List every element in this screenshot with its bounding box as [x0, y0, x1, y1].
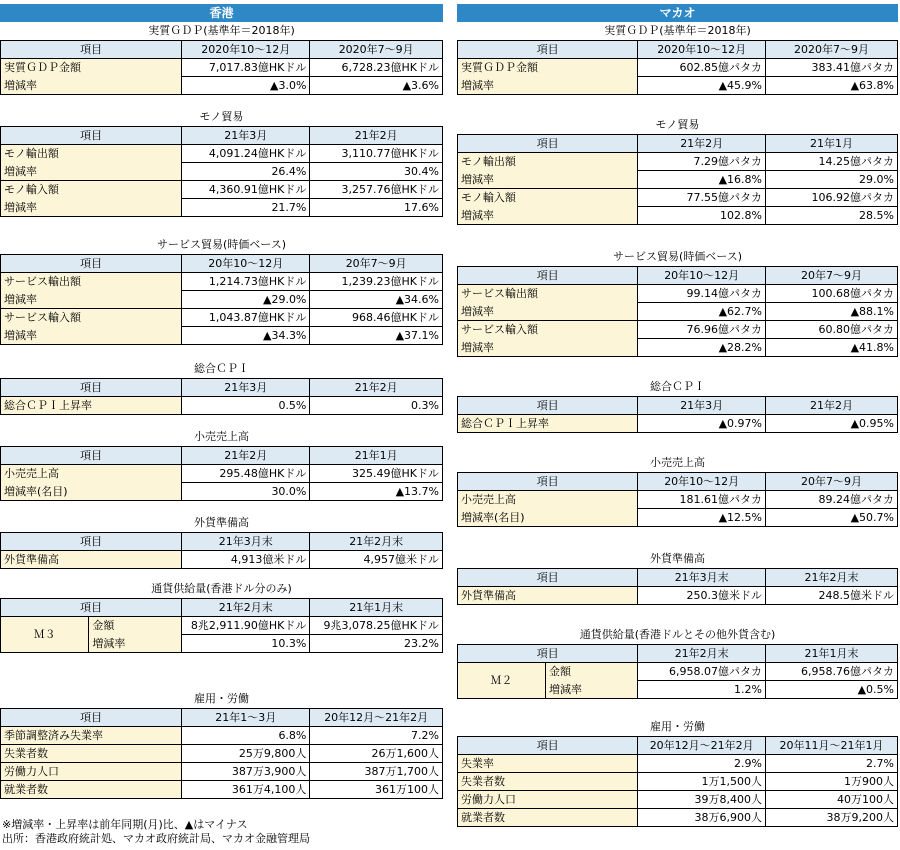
value-period-2: 7.2%	[310, 727, 443, 745]
table-row	[1, 273, 443, 291]
row-label: 増減率	[1, 291, 182, 309]
value-period-1: 295.48億HKドル	[182, 465, 310, 483]
table-row	[458, 415, 898, 433]
section-goods	[457, 116, 898, 225]
header-row	[458, 569, 898, 587]
row-label: 就業者数	[1, 781, 182, 799]
row-label: 総合ＣＰＩ上昇率	[1, 397, 182, 415]
value-period-2: 60.80億パタカ	[765, 321, 897, 339]
table-employment	[0, 708, 443, 799]
table-row	[458, 339, 898, 357]
header-item: 項目	[458, 397, 638, 415]
value-period-1: 7.29億パタカ	[638, 153, 766, 171]
footnotes	[2, 818, 310, 846]
value-period-1: ▲62.7%	[638, 303, 766, 321]
table-row	[458, 773, 898, 791]
table-row	[458, 189, 898, 207]
section-money	[0, 580, 443, 653]
header-period-1: 21年2月	[638, 135, 766, 153]
table-row	[458, 791, 898, 809]
table-retail	[457, 472, 898, 527]
header-period-2: 21年1月末	[310, 599, 443, 617]
section-title: サービス貿易(時価ベース)	[612, 250, 743, 263]
row-label: 増減率	[458, 207, 638, 225]
row-label: 労働力人口	[458, 791, 638, 809]
section-title: 総合ＣＰＩ	[650, 380, 705, 393]
section-goods	[0, 108, 443, 217]
value-period-1: 387万3,900人	[182, 763, 310, 781]
header-item: 項目	[458, 473, 638, 491]
value-period-1: 76.96億パタカ	[638, 321, 766, 339]
header-period-2: 21年2月	[765, 397, 897, 415]
table-cpi	[0, 378, 443, 415]
header-item: 項目	[1, 127, 182, 145]
row-label: サービス輸出額	[1, 273, 182, 291]
row-label: 増減率	[1, 327, 182, 345]
header-row	[458, 473, 898, 491]
table-row	[1, 77, 443, 95]
header-row	[1, 709, 443, 727]
value-period-1: 21.7%	[182, 199, 310, 217]
value-period-1: 30.0%	[182, 483, 310, 501]
header-item: 項目	[1, 533, 182, 551]
header-item: 項目	[458, 737, 638, 755]
table-goods	[0, 126, 443, 217]
row-label: 外貨準備高	[458, 587, 638, 605]
value-period-1: 8兆2,911.90億HKドル	[182, 617, 310, 635]
value-period-1: 26.4%	[182, 163, 310, 181]
row-label: 金額	[89, 617, 182, 635]
section-title: サービス貿易(時価ベース)	[156, 238, 287, 251]
table-row	[458, 153, 898, 171]
table-gdp	[457, 40, 898, 95]
table-row	[1, 309, 443, 327]
value-period-1: 25万9,800人	[182, 745, 310, 763]
section-services	[0, 236, 443, 345]
row-label: 増減率	[458, 339, 638, 357]
table-row	[1, 291, 443, 309]
table-services	[457, 266, 898, 357]
value-period-2: 26万1,600人	[310, 745, 443, 763]
section-fx	[457, 550, 898, 605]
row-label: 季節調整済み失業率	[1, 727, 182, 745]
value-period-1: ▲29.0%	[182, 291, 310, 309]
value-period-1: 4,360.91億HKドル	[182, 181, 310, 199]
header-period-1: 21年2月末	[182, 599, 310, 617]
section-title: 小売売上高	[194, 430, 249, 443]
header-item: 項目	[1, 709, 182, 727]
section-money	[457, 626, 898, 699]
value-period-2: 28.5%	[765, 207, 897, 225]
value-period-2: ▲34.6%	[310, 291, 443, 309]
section-retail	[0, 428, 443, 501]
row-label: 増減率(名目)	[1, 483, 182, 501]
header-period-1: 21年2月	[182, 447, 310, 465]
value-period-2: 40万100人	[765, 791, 897, 809]
header-period-1: 20年10～12月	[638, 267, 766, 285]
table-row	[458, 171, 898, 189]
section-employment	[457, 718, 898, 827]
section-services	[457, 248, 898, 357]
value-period-1: ▲0.97%	[638, 415, 766, 433]
value-period-2: 325.49億HKドル	[310, 465, 443, 483]
row-label: サービス輸入額	[1, 309, 182, 327]
table-employment	[457, 736, 898, 827]
header-period-1: 21年1～3月	[182, 709, 310, 727]
value-period-2: ▲13.7%	[310, 483, 443, 501]
header-row	[458, 267, 898, 285]
header-period-1: 2020年10～12月	[638, 41, 766, 59]
value-period-1: 2.9%	[638, 755, 766, 773]
table-goods	[457, 134, 898, 225]
header-item: 項目	[458, 135, 638, 153]
value-period-1: 361万4,100人	[182, 781, 310, 799]
row-label: サービス輸出額	[458, 285, 638, 303]
value-period-2: 9兆3,078.25億HKドル	[310, 617, 443, 635]
value-period-1: ▲16.8%	[638, 171, 766, 189]
table-row	[458, 663, 898, 681]
header-period-2: 21年2月	[310, 379, 443, 397]
table-row	[1, 199, 443, 217]
table-money	[0, 598, 443, 653]
table-row	[1, 727, 443, 745]
row-label: モノ輸入額	[458, 189, 638, 207]
header-row	[458, 645, 898, 663]
value-period-1: 77.55億パタカ	[638, 189, 766, 207]
section-gdp	[0, 22, 443, 95]
row-label: 増減率	[458, 77, 638, 95]
row-label: 外貨準備高	[1, 551, 182, 569]
header-period-1: 21年3月末	[638, 569, 766, 587]
header-period-1: 21年3月末	[182, 533, 310, 551]
header-period-2: 21年1月	[310, 447, 443, 465]
value-period-2: 29.0%	[765, 171, 897, 189]
row-label: 小売売上高	[458, 491, 638, 509]
header-row	[458, 397, 898, 415]
table-row	[1, 59, 443, 77]
section-fx	[0, 514, 443, 569]
table-row	[458, 755, 898, 773]
row-label: モノ輸入額	[1, 181, 182, 199]
header-row	[458, 135, 898, 153]
row-label: 増減率(名目)	[458, 509, 638, 527]
header-item: 項目	[1, 599, 182, 617]
value-period-2: ▲41.8%	[765, 339, 897, 357]
table-row	[1, 781, 443, 799]
header-period-2: 2020年7～9月	[310, 41, 443, 59]
value-period-1: 1,214.73億HKドル	[182, 273, 310, 291]
table-row	[458, 587, 898, 605]
value-period-2: 1,239.23億HKドル	[310, 273, 443, 291]
value-period-2: 106.92億パタカ	[765, 189, 897, 207]
value-period-1: ▲45.9%	[638, 77, 766, 95]
header-item: 項目	[1, 255, 182, 273]
value-period-2: 6,958.76億パタカ	[765, 663, 897, 681]
value-period-2: 17.6%	[310, 199, 443, 217]
value-period-1: 102.8%	[638, 207, 766, 225]
value-period-1: 1,043.87億HKドル	[182, 309, 310, 327]
row-label: 実質ＧＤＰ金額	[1, 59, 182, 77]
table-row	[1, 763, 443, 781]
value-period-2: 23.2%	[310, 635, 443, 653]
header-period-1: 20年10～12月	[182, 255, 310, 273]
value-period-2: 248.5億米ドル	[765, 587, 897, 605]
header-row	[1, 533, 443, 551]
table-row	[1, 465, 443, 483]
section-title: 小売売上高	[650, 456, 705, 469]
value-period-1: ▲12.5%	[638, 509, 766, 527]
section-title: 外貨準備高	[650, 552, 705, 565]
section-retail	[457, 454, 898, 527]
row-label: 増減率	[1, 199, 182, 217]
header-row	[1, 127, 443, 145]
row-label: サービス輸入額	[458, 321, 638, 339]
table-row	[1, 745, 443, 763]
table-services	[0, 254, 443, 345]
footnote-legend: ※増減率・上昇率は前年同期(月)比、▲はマイナス	[2, 818, 248, 831]
value-period-2: 6,728.23億HKドル	[310, 59, 443, 77]
section-title: 外貨準備高	[194, 516, 249, 529]
row-label: 増減率	[1, 77, 182, 95]
header-period-2: 21年1月	[765, 135, 897, 153]
value-period-2: 0.3%	[310, 397, 443, 415]
row-label: 労働力人口	[1, 763, 182, 781]
value-period-2: 14.25億パタカ	[765, 153, 897, 171]
section-title: 総合ＣＰＩ	[194, 362, 249, 375]
table-row	[458, 285, 898, 303]
header-period-2: 20年12月～21年2月	[310, 709, 443, 727]
row-label: 増減率	[1, 163, 182, 181]
header-row	[1, 379, 443, 397]
header-item: 項目	[458, 569, 638, 587]
row-label: 失業率	[458, 755, 638, 773]
value-period-1: ▲28.2%	[638, 339, 766, 357]
table-row	[1, 145, 443, 163]
section-title: 通貨供給量(香港ドルとその他外貨含む)	[579, 628, 776, 641]
header-period-2: 20年11月～21年1月	[765, 737, 897, 755]
row-label: 増減率	[546, 681, 638, 699]
value-period-1: 1万1,500人	[638, 773, 766, 791]
header-period-2: 20年7～9月	[765, 473, 897, 491]
table-row	[458, 77, 898, 95]
value-period-2: 3,257.76億HKドル	[310, 181, 443, 199]
row-label: モノ輸出額	[458, 153, 638, 171]
macau-column	[457, 4, 898, 824]
header-period-2: 2020年7～9月	[765, 41, 897, 59]
header-period-2: 21年2月	[310, 127, 443, 145]
table-row	[1, 483, 443, 501]
header-item: 項目	[1, 447, 182, 465]
header-period-2: 21年2月末	[310, 533, 443, 551]
table-money	[457, 644, 898, 699]
value-period-2: ▲50.7%	[765, 509, 897, 527]
table-retail	[0, 446, 443, 501]
row-label: 失業者数	[458, 773, 638, 791]
header-item: 項目	[458, 41, 638, 59]
header-row	[1, 41, 443, 59]
value-period-1: 6.8%	[182, 727, 310, 745]
table-row	[458, 491, 898, 509]
value-period-2: 89.24億パタカ	[765, 491, 897, 509]
section-title: モノ貿易	[199, 110, 244, 123]
section-title: モノ貿易	[655, 118, 700, 131]
section-title: 実質ＧＤＰ(基準年＝2018年)	[604, 24, 751, 37]
value-period-1: 181.61億パタカ	[638, 491, 766, 509]
row-label: 増減率	[458, 303, 638, 321]
header-period-1: 21年2月末	[638, 645, 766, 663]
value-period-1: ▲34.3%	[182, 327, 310, 345]
value-period-2: ▲63.8%	[765, 77, 897, 95]
table-row	[458, 59, 898, 77]
value-period-2: 387万1,700人	[310, 763, 443, 781]
section-gdp	[457, 22, 898, 95]
value-period-1: 7,017.83億HKドル	[182, 59, 310, 77]
value-period-1: 39万8,400人	[638, 791, 766, 809]
row-label: 失業者数	[1, 745, 182, 763]
table-row	[1, 397, 443, 415]
value-period-1: 1.2%	[638, 681, 766, 699]
header-item: 項目	[1, 379, 182, 397]
value-period-1: 4,091.24億HKドル	[182, 145, 310, 163]
table-row	[458, 509, 898, 527]
header-period-1: 21年3月	[182, 379, 310, 397]
table-fx	[457, 568, 898, 605]
section-title: 雇用・労働	[650, 720, 705, 733]
value-period-2: 4,957億米ドル	[310, 551, 443, 569]
row-label: モノ輸出額	[1, 145, 182, 163]
header-period-1: 20年12月～21年2月	[638, 737, 766, 755]
table-gdp	[0, 40, 443, 95]
value-period-2: 38万9,200人	[765, 809, 897, 827]
value-period-1: 0.5%	[182, 397, 310, 415]
header-item: 項目	[458, 645, 638, 663]
value-period-2: ▲0.95%	[765, 415, 897, 433]
value-period-1: 6,958.07億パタカ	[638, 663, 766, 681]
money-aggregate-label: Ｍ３	[1, 617, 89, 653]
value-period-2: 383.41億パタカ	[765, 59, 897, 77]
row-label: 増減率	[89, 635, 182, 653]
value-period-1: 250.3億米ドル	[638, 587, 766, 605]
section-title: 雇用・労働	[194, 692, 249, 705]
header-period-1: 20年10～12月	[638, 473, 766, 491]
value-period-1: 602.85億パタカ	[638, 59, 766, 77]
row-label: 総合ＣＰＩ上昇率	[458, 415, 638, 433]
section-title: 通貨供給量(香港ドル分のみ)	[151, 582, 292, 595]
region-header-mo: マカオ	[457, 4, 898, 22]
table-row	[1, 327, 443, 345]
header-period-1: 2020年10～12月	[182, 41, 310, 59]
table-row	[1, 617, 443, 635]
value-period-2: 3,110.77億HKドル	[310, 145, 443, 163]
table-row	[458, 303, 898, 321]
header-period-2: 21年2月末	[765, 569, 897, 587]
section-employment	[0, 690, 443, 799]
value-period-2: ▲3.6%	[310, 77, 443, 95]
value-period-2: 968.46億HKドル	[310, 309, 443, 327]
header-period-2: 20年7～9月	[765, 267, 897, 285]
header-row	[458, 737, 898, 755]
footnote-source: 出所：香港政府統計処、マカオ政府統計局、マカオ金融管理局	[2, 832, 310, 845]
value-period-2: 100.68億パタカ	[765, 285, 897, 303]
header-period-2: 20年7～9月	[310, 255, 443, 273]
section-cpi	[0, 360, 443, 415]
value-period-2: 361万100人	[310, 781, 443, 799]
row-label: 小売売上高	[1, 465, 182, 483]
header-row	[1, 599, 443, 617]
value-period-2: 30.4%	[310, 163, 443, 181]
row-label: 増減率	[458, 171, 638, 189]
header-item: 項目	[458, 267, 638, 285]
table-row	[458, 321, 898, 339]
section-title: 実質ＧＤＰ(基準年＝2018年)	[148, 24, 295, 37]
header-period-2: 21年1月末	[765, 645, 897, 663]
value-period-1: ▲3.0%	[182, 77, 310, 95]
row-label: 実質ＧＤＰ金額	[458, 59, 638, 77]
value-period-1: 10.3%	[182, 635, 310, 653]
table-row	[1, 551, 443, 569]
value-period-1: 99.14億パタカ	[638, 285, 766, 303]
value-period-1: 38万6,900人	[638, 809, 766, 827]
header-period-1: 21年3月	[182, 127, 310, 145]
region-header-hk: 香港	[0, 4, 443, 22]
hong-kong-column	[0, 4, 443, 796]
header-period-1: 21年3月	[638, 397, 766, 415]
header-row	[1, 255, 443, 273]
header-row	[458, 41, 898, 59]
table-cpi	[457, 396, 898, 433]
value-period-2: ▲0.5%	[765, 681, 897, 699]
section-cpi	[457, 378, 898, 433]
table-row	[1, 181, 443, 199]
header-row	[1, 447, 443, 465]
table-fx	[0, 532, 443, 569]
value-period-2: ▲37.1%	[310, 327, 443, 345]
table-row	[458, 809, 898, 827]
value-period-1: 4,913億米ドル	[182, 551, 310, 569]
table-row	[458, 207, 898, 225]
value-period-2: 2.7%	[765, 755, 897, 773]
value-period-2: ▲88.1%	[765, 303, 897, 321]
value-period-2: 1万900人	[765, 773, 897, 791]
table-row	[1, 163, 443, 181]
money-aggregate-label: Ｍ２	[458, 663, 546, 699]
row-label: 就業者数	[458, 809, 638, 827]
row-label: 金額	[546, 663, 638, 681]
header-item: 項目	[1, 41, 182, 59]
